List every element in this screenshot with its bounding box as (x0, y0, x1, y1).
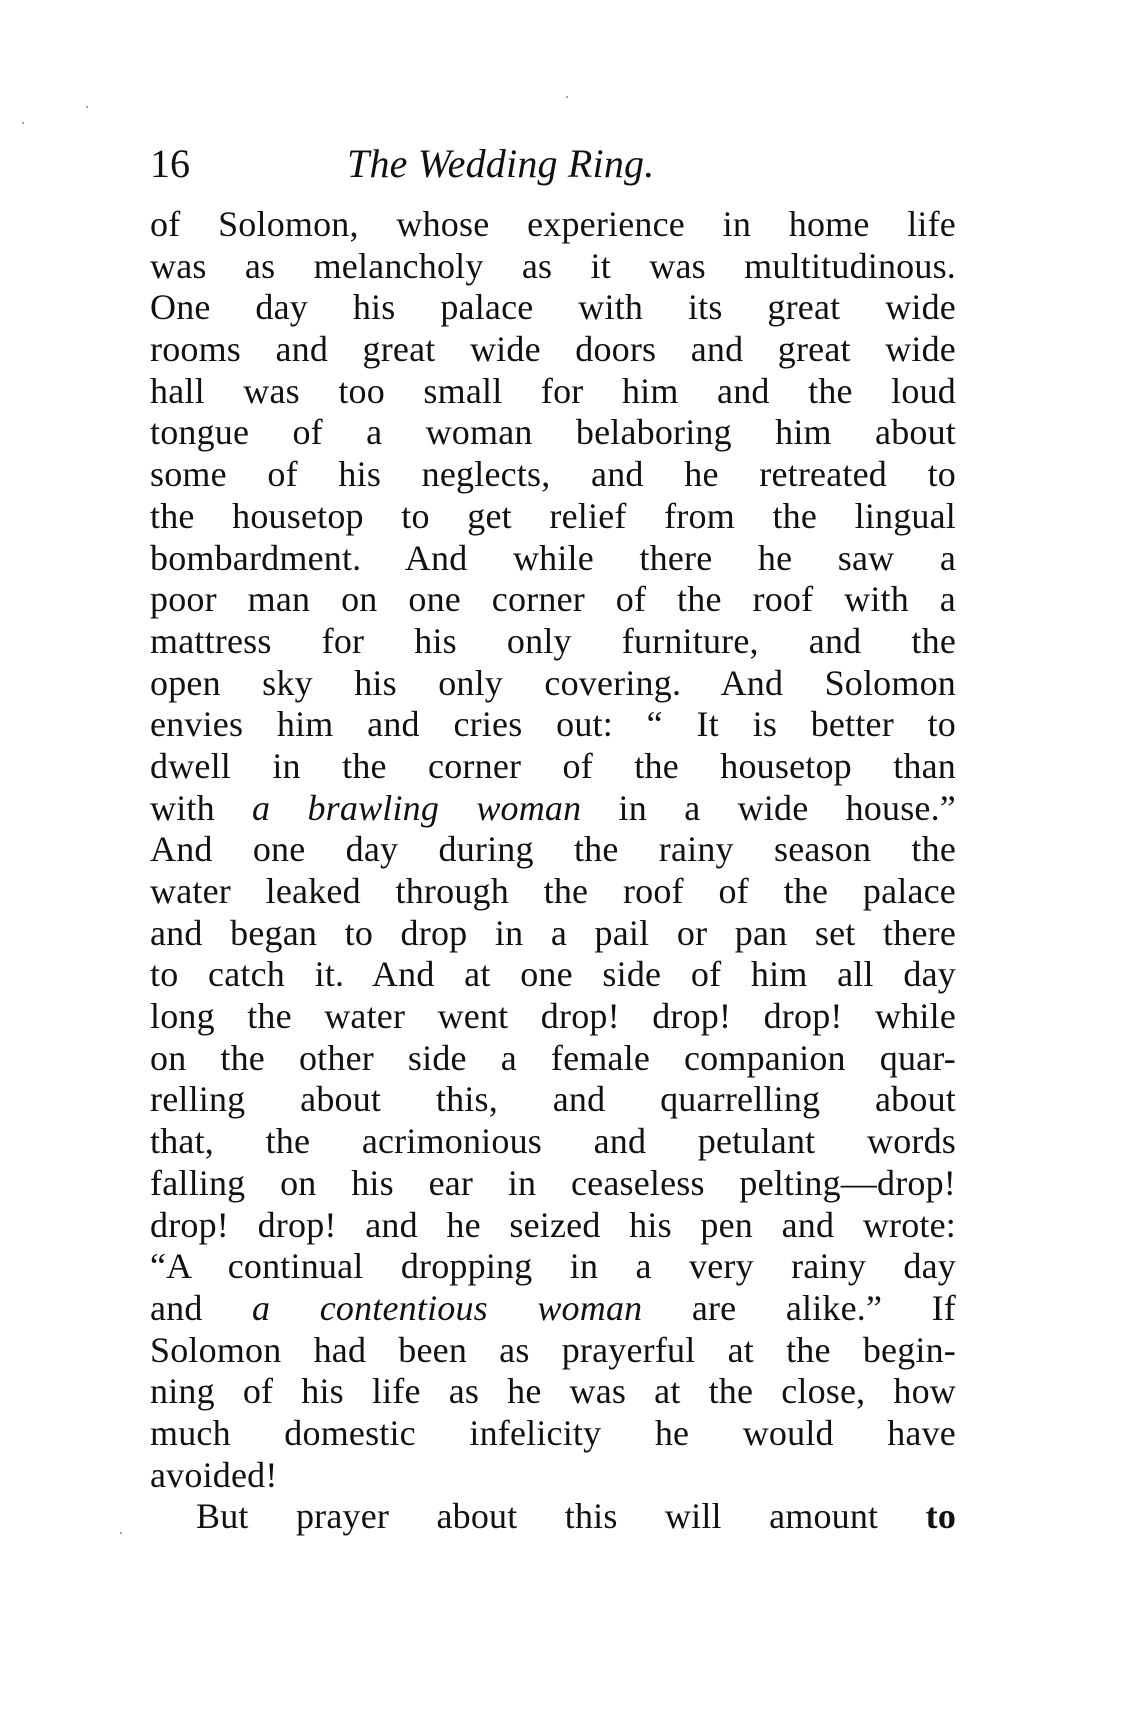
line-segment: and (150, 1287, 253, 1328)
text-line: falling on his ear in ceaseless pelting—drop! (150, 1162, 956, 1203)
text-line: and began to drop in a pail or pan set there (150, 912, 956, 953)
text-line: some of his neglects, and he retreated to (150, 454, 956, 495)
page-number: 16 (150, 141, 190, 186)
text-line: tongue of a woman belaboring him about (150, 412, 956, 453)
text-line: much domestic infelicity he would have (150, 1412, 956, 1453)
line-segment: in a wide house.” (581, 787, 956, 828)
text-line: poor man on one corner of the roof with a (150, 579, 956, 620)
text-line: avoided! (150, 1454, 278, 1495)
running-title: The Wedding Ring. (347, 141, 655, 186)
italic-phrase: a contentious woman (252, 1287, 643, 1328)
text-line: ning of his life as he was at the close, how (150, 1371, 956, 1412)
line-segment: But prayer about this will amount (196, 1496, 879, 1537)
text-line: mattress for his only furniture, and the (150, 620, 956, 661)
scan-speck (22, 122, 24, 124)
italic-phrase: a brawling woman (252, 787, 582, 828)
text-line: rooms and great wide doors and great wide (150, 329, 956, 370)
bold-word: to (925, 1496, 957, 1537)
text-line: the housetop to get relief from the lingual (150, 495, 956, 536)
scan-speck (86, 106, 88, 108)
text-line: relling about this, and quarrelling about (150, 1079, 956, 1120)
text-line: hall was too small for him and the loud (150, 370, 956, 411)
text-line: of Solomon, whose experience in home life (150, 204, 956, 244)
line-segment: are alike.” If (642, 1287, 956, 1328)
text-line-with-italic (150, 788, 956, 830)
scan-speck (566, 96, 568, 98)
text-line: dwell in the corner of the housetop than (150, 745, 956, 786)
text-line: long the water went drop! drop! drop! while (150, 996, 956, 1037)
text-line: And one day during the rainy season the (150, 829, 956, 870)
text-line: “A continual dropping in a very rainy day (150, 1246, 956, 1287)
text-line: on the other side a female companion quar- (150, 1037, 956, 1078)
text-line: that, the acrimonious and petulant words (150, 1121, 956, 1162)
text-line: drop! drop! and he seized his pen and wrote: (150, 1204, 956, 1245)
text-line-with-italic (150, 1288, 956, 1330)
text-line: to catch it. And at one side of him all day (150, 954, 956, 995)
text-line: bombardment. And while there he saw a (150, 537, 956, 578)
text-line: envies him and cries out: “ It is better to (150, 704, 956, 745)
body-text (150, 204, 956, 1538)
text-line-indented (150, 1496, 956, 1538)
scan-speck (120, 1532, 122, 1534)
text-line: open sky his only covering. And Solomon (150, 662, 956, 703)
text-line: One day his palace with its great wide (150, 287, 956, 328)
text-line: was as melancholy as it was multitudinous. (150, 245, 956, 286)
text-line: water leaked through the roof of the palace (150, 871, 956, 911)
page-header (150, 136, 950, 192)
line-segment: with (150, 787, 253, 828)
text-line: Solomon had been as prayerful at the begin- (150, 1329, 956, 1370)
